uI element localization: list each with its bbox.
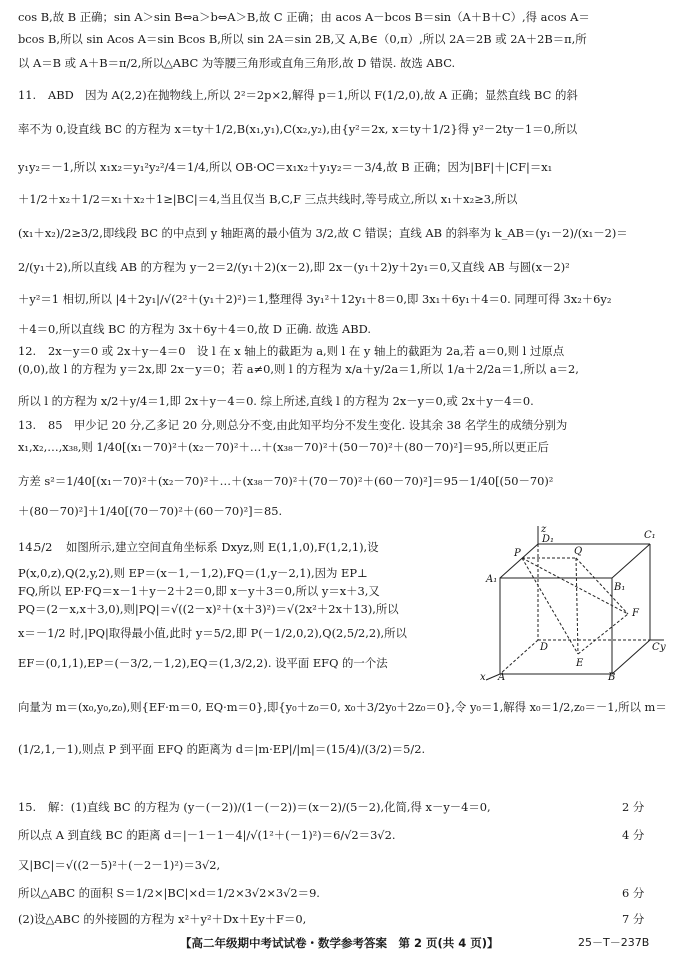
- q11-line-7: ＋y²＝1 相切,所以 |4＋2y₁|/√(2²＋(y₁＋2)²)＝1,整理得 3y₁²＋12y₁＋8＝0,即 3x₁＋6y₁＋4＝0. 同理可得 3x₂＋6y₂: [18, 292, 612, 306]
- label-E: E: [576, 658, 584, 669]
- q15-line-1: 解：(1)直线 BC 的方程为 (y－(－2))/(1－(－2))＝(x－2)/(5－2),化简,得 x－y－4＝0,: [48, 800, 491, 814]
- q11-line-4: ＋1/2＋x₂＋1/2＝x₁＋x₂＋1≥|BC|＝4,当且仅当 B,C,F 三点共线时,等号成立,所以 x₁＋x₂≥3,所以: [18, 192, 518, 206]
- q15-score-4: 6 分: [622, 886, 645, 900]
- cube-figure: [478, 522, 668, 682]
- q11-line-5: (x₁＋x₂)/2≥3/2,即线段 BC 的中点到 y 轴距离的最小值为 3/2,故 C 错误；直线 AB 的斜率为 k_AB＝(y₁－2)/(x₁－2)＝: [18, 226, 628, 240]
- q14-line-5: x＝－1/2 时,|PQ|取得最小值,此时 y＝5/2,即 P(－1/2,0,2),Q(2,5/2,2),所以: [18, 626, 407, 640]
- q15-line-4: 所以△ABC 的面积 S＝1/2×|BC|×d＝1/2×3√2×3√2＝9.: [18, 886, 320, 900]
- label-D: D: [540, 642, 549, 653]
- page-footer: [0, 935, 677, 955]
- q14-line-3: FQ,所以 EP·FQ＝x－1＋y－2＋2＝0,即 x－y＋3＝0,所以 y＝x＋3,又: [18, 584, 380, 598]
- continuation-line-1: cos B,故 B 正确；sin A＞sin B⇔a＞b⇔A＞B,故 C 正确；由 acos A－bcos B＝sin（A＋B＋C）,得 acos A＝: [18, 10, 590, 24]
- q11-line-2: 率不为 0,设直线 BC 的方程为 x＝ty＋1/2,B(x₁,y₁),C(x₂,y₂),由{y²＝2x, x＝ty＋1/2}得 y²－2ty－1＝0,所以: [18, 122, 578, 136]
- q12-line-2: (0,0),故 l 的方程为 y＝2x,即 2x－y＝0；若 a≠0,则 l 的方程为 x/a＋y/2a＝1,所以 1/a＋2/2a＝1,所以 a＝2,: [18, 362, 579, 376]
- question-14-number: 14.: [18, 540, 37, 554]
- label-C1: C₁: [644, 530, 656, 541]
- q11-line-1: ABD 因为 A(2,2)在抛物线上,所以 2²＝2p×2,解得 p＝1,所以 F(1/2,0),故 A 正确；显然直线 BC 的斜: [48, 88, 578, 102]
- front-face: [500, 578, 612, 674]
- label-A: A: [498, 672, 506, 682]
- q11-line-6: 2/(y₁＋2),所以直线 AB 的方程为 y－2＝2/(y₁＋2)(x－2),即 2x－(y₁＋2)y＋2y₁＝0,又直线 AB 与圆(x－2)²: [18, 260, 570, 274]
- q14-line-6: EF＝(0,1,1),EP＝(－3/2,－1,2),EQ＝(1,3/2,2). 设平面 EFQ 的一个法: [18, 656, 388, 670]
- q13-line-4: ＋(80－70)²]＋1/40[(70－70)²＋(60－70)²]＝85.: [18, 504, 283, 518]
- q13-line-2: x₁,x₂,…,x₃₈,则 1/40[(x₁－70)²＋(x₂－70)²＋…＋(x₃₈－70)²＋(50－70)²＋(80－70)²]＝95,所以更正后: [18, 440, 549, 454]
- label-B1: B₁: [614, 582, 626, 593]
- label-C: C: [652, 642, 660, 653]
- q14-line-2: P(x,0,z),Q(2,y,2),则 EP＝(x－1,－1,2),FQ＝(1,y－2,1),因为 EP⊥: [18, 566, 368, 580]
- footer-code: 25－T－237B: [578, 936, 650, 949]
- q11-line-8: ＋4＝0,所以直线 BC 的方程为 3x＋6y＋4＝0,故 D 正确. 故选 ABD.: [18, 322, 371, 336]
- label-y: y: [660, 642, 666, 653]
- q12-line-1: 2x－y＝0 或 2x＋y－4＝0 设 l 在 x 轴上的截距为 a,则 l 在 y 轴上的截距为 2a,若 a＝0,则 l 过原点: [48, 344, 565, 358]
- label-A1: A₁: [486, 574, 498, 585]
- q14-line-4: PQ＝(2－x,x＋3,0),则|PQ|＝√((2－x)²＋(x＋3)²)＝√(2x²＋2x＋13),所以: [18, 602, 399, 616]
- q14-answer: 5/2: [34, 540, 53, 554]
- q12-line-3: 所以 l 的方程为 x/2＋y/4＝1,即 2x＋y－4＝0. 综上所述,直线 l 的方程为 2x－y＝0,或 2x＋y－4＝0.: [18, 394, 534, 408]
- q14-line-8: (1/2,1,－1),则点 P 到平面 EFQ 的距离为 d＝|m·EP|/|m|＝(15/4)/(3/2)＝5/2.: [18, 742, 426, 756]
- q15-score-5: 7 分: [622, 912, 645, 926]
- question-12-number: 12.: [18, 344, 37, 358]
- label-z: z: [541, 524, 547, 535]
- label-Q: Q: [574, 546, 583, 557]
- label-P: P: [514, 548, 521, 559]
- q14-line-1: 如图所示,建立空间直角坐标系 Dxyz,则 E(1,1,0),F(1,2,1),设: [66, 540, 379, 554]
- question-11-number: 11.: [18, 88, 37, 102]
- q13-line-3: 方差 s²＝1/40[(x₁－70)²＋(x₂－70)²＋…＋(x₃₈－70)²＋(70－70)²＋(60－70)²]＝95－1/40[(50－70)²: [18, 474, 554, 488]
- label-B: B: [608, 672, 616, 682]
- question-15-number: 15.: [18, 800, 37, 814]
- q14-line-7: 向量为 m＝(x₀,y₀,z₀),则{EF·m＝0, EQ·m＝0},即{y₀＋z₀＝0, x₀＋3/2y₀＋2z₀＝0},令 y₀＝1,解得 x₀＝1/2,z₀＝－1,所以 m＝: [18, 700, 667, 714]
- question-13-number: 13.: [18, 418, 37, 432]
- q13-line-1: 85 甲少记 20 分,乙多记 20 分,则总分不变,由此知平均分不发生变化. 设其余 38 名学生的成绩分别为: [48, 418, 568, 432]
- footer-title: 【高二年级期中考试试卷・数学参考答案 第 2 页(共 4 页)】: [180, 936, 499, 950]
- q15-line-5: (2)设△ABC 的外接圆的方程为 x²＋y²＋Dx＋Ey＋F＝0,: [18, 912, 307, 926]
- continuation-line-3: 以 A＝B 或 A＋B＝π/2,所以△ABC 为等腰三角形或直角三角形,故 D 错误. 故选 ABC.: [18, 56, 456, 70]
- q11-line-3: y₁y₂＝－1,所以 x₁x₂＝y₁²y₂²/4＝1/4,所以 OB·OC＝x₁x₂＋y₁y₂＝－3/4,故 B 正确；因为|BF|＋|CF|＝x₁: [18, 160, 553, 174]
- q15-line-2: 所以点 A 到直线 BC 的距离 d＝|－1－1－4|/√(1²＋(－1)²)＝6/√2＝3√2.: [18, 828, 396, 842]
- q15-score-2: 4 分: [622, 828, 645, 842]
- q15-score-1: 2 分: [622, 800, 645, 814]
- label-x: x: [480, 672, 486, 682]
- q15-line-3: 又|BC|＝√((2－5)²＋(－2－1)²)＝3√2,: [18, 858, 221, 872]
- label-D1: D₁: [542, 534, 555, 545]
- label-F: F: [632, 608, 639, 619]
- continuation-line-2: bcos B,所以 sin Acos A＝sin Bcos B,所以 sin 2A＝sin 2B,又 A,B∈（0,π）,所以 2A＝2B 或 2A＋2B＝π,所: [18, 32, 587, 46]
